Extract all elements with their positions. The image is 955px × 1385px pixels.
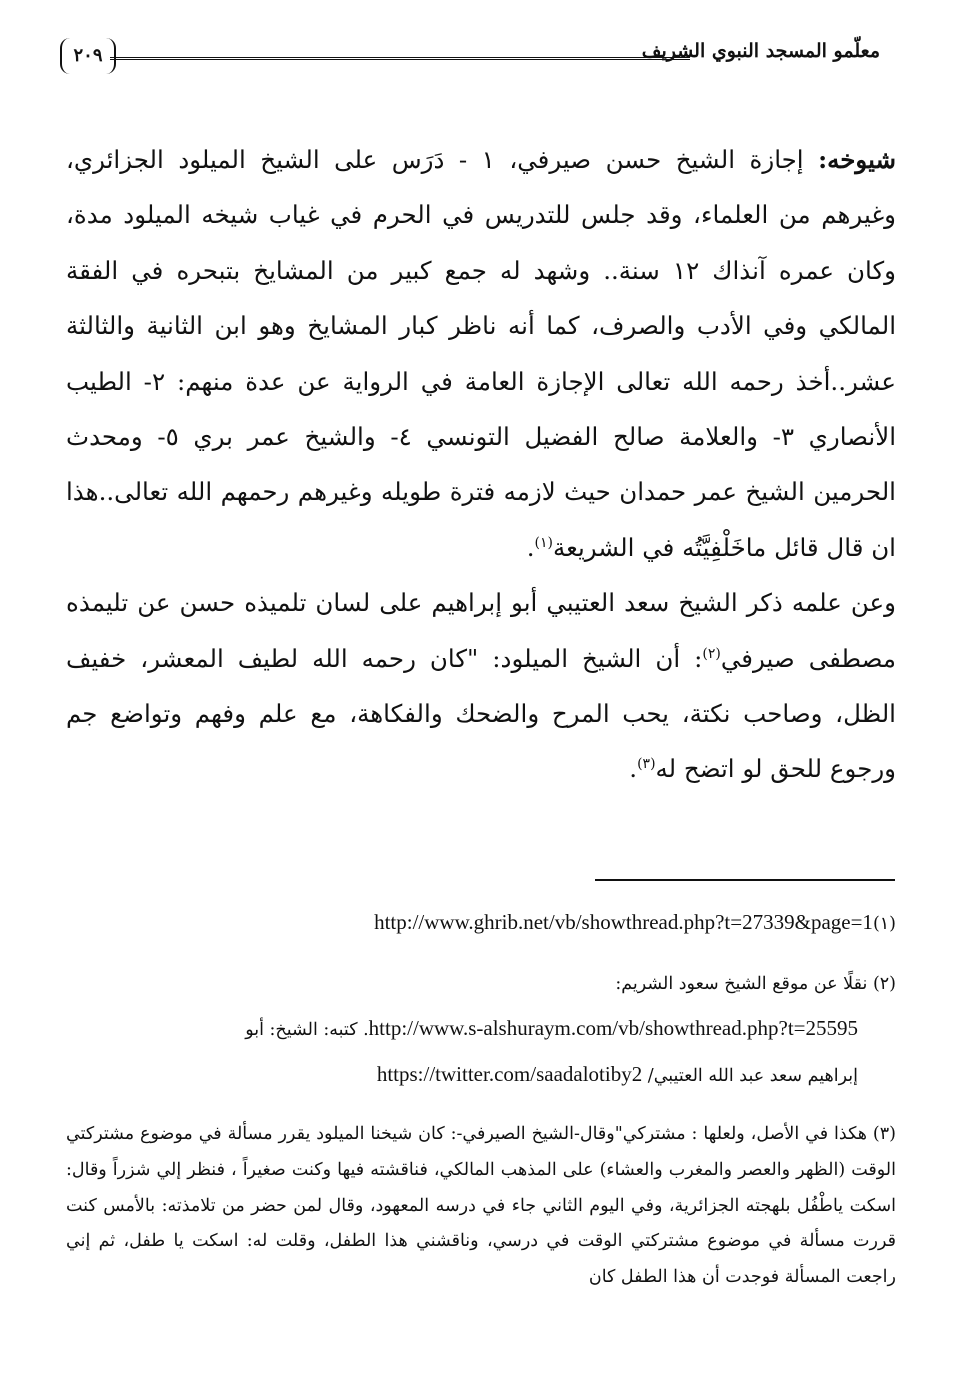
header-rule xyxy=(110,57,690,60)
footnote-2-written-by: . كتبه: الشيخ: أبو xyxy=(245,1020,369,1040)
footnote-ref-1[interactable]: (١) xyxy=(534,534,554,551)
paragraph-knowledge-text-b: : أن الشيخ الميلود: "كان رحمه الله لطيف المعشر، خفيف الظل، وصاحب نكتة، يحب المرح والضحك والفكاهة، مع علم وفهم وتواضع جم ورجوع للحق لو اتضح له xyxy=(66,643,896,784)
paragraph-teachers-text: إجازة الشيخ حسن صيرفي، ١ - دَرَس على الشيخ الميلود الجزائري، وغيرهم من العلماء، وقد جلس للتدريس في الحرم في غياب شيخه الميلود مدة، وكان عمره آنذاك ١٢ سنة.. وشهد له جمع كبير من المشايخ بتبحره في الفقة المالكي وفي الأدب والصرف، كما أنه ناظر كبار المشايخ وهو ابن الثانية والثالثة عشر..أخذ رحمه الله تعالى الإجازة العامة في الرواية عن عدة منهم: ٢- الطيب الأنصاري ٣- والعلامة صالح الفضيل التونسي ٤- والشيخ عمر بري ٥- ومحدث الحرمين الشيخ عمر حمدان حيث لازمه فترة طويله وغيرهم رحمهم الله تعالى..هذا ان قال قائل ماخَلْفِيَّتُه في الشريعة xyxy=(66,145,897,562)
footnote-2-line-3 xyxy=(66,1052,896,1098)
footnote-number: (٢) xyxy=(872,974,896,994)
footnote-number: (٣) xyxy=(872,1124,896,1144)
main-text xyxy=(66,132,896,797)
footnote-1 xyxy=(66,910,896,935)
running-header-title: معلّمو المسجد النبوي الشريف xyxy=(641,40,880,62)
paragraph-teachers xyxy=(66,132,896,575)
footnote-separator xyxy=(595,879,895,881)
teachers-label: شيوخه: xyxy=(818,145,897,174)
footnote-3 xyxy=(66,1117,896,1296)
footnote-2-text: نقلًا عن موقع الشيخ سعود الشريم: xyxy=(615,974,868,994)
footnote-2-line-1 xyxy=(66,962,896,1006)
paragraph-knowledge xyxy=(66,575,896,797)
paragraph-end-mark: . xyxy=(526,532,535,562)
footnote-number: (١) xyxy=(872,914,896,934)
footnote-1-link[interactable]: http://www.ghrib.net/vb/showthread.php?t=27339&page=1 xyxy=(374,910,873,934)
footnote-ref-3[interactable]: (٣) xyxy=(637,756,656,773)
footnote-2-line-2 xyxy=(66,1006,896,1052)
paragraph-end-mark: . xyxy=(629,754,638,784)
footnote-2 xyxy=(66,962,896,1098)
footnote-2-link[interactable]: http://www.s-alshuraym.com/vb/showthread.php?t=25595 xyxy=(368,1016,858,1040)
footnote-3-text: هكذا في الأصل، ولعلها : مشتركي"وقال-الشيخ الصيرفي-: كان شيخنا الميلود يقرر مسألة في موضوع مشتركتي الوقت (الظهر والعصر والمغرب والعشاء) على المذهب المالكي، فناقشته فيها وكنت صغيراً ، فنظر إلي شزراً وقال: اسكت ياطْفُل بلهجته الجزائرية، وفي اليوم الثاني جاء في درسه المعهود، وقال لمن حضر من تلامذته: بالأمس كنت قررت مسألة في موضوع مشتركتي الوقت في درسي، وناقشني هذا الطفل، وقلت له: اسكت يا طفل، ثم إني راجعت المسألة فوجدت أن هذا الطفل كان xyxy=(66,1124,896,1288)
paragraph-knowledge-text-a: وعن علمه ذكر الشيخ سعد العتيبي أبو إبراهيم على لسان تلميذه حسن عن تليمذه مصطفى صيرفي xyxy=(66,588,896,673)
page-number: ٢٠٩ xyxy=(60,38,116,74)
footnote-ref-2[interactable]: (٢) xyxy=(702,645,721,662)
footnote-2-twitter-link[interactable]: https://twitter.com/saadalotiby2 xyxy=(376,1062,643,1086)
footnote-2-author: إبراهيم سعد عبد الله العتيبي/ xyxy=(647,1066,858,1086)
